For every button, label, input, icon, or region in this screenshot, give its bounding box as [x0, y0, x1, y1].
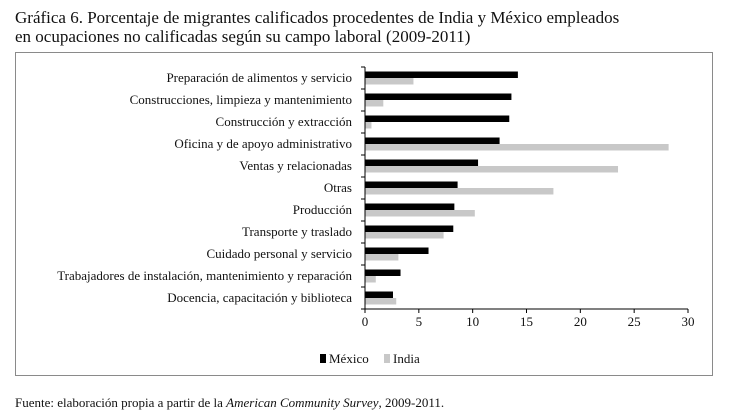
bar-mexico	[365, 270, 401, 277]
legend-swatch-india	[384, 354, 390, 363]
category-label: Preparación de alimentos y servicio	[166, 70, 352, 85]
category-label: Docencia, capacitación y biblioteca	[167, 290, 352, 305]
category-label: Construcciones, limpieza y mantenimiento	[129, 92, 352, 107]
category-label: Transporte y traslado	[241, 224, 352, 239]
chart-title-line-1: Gráfica 6. Porcentaje de migrantes calificados procedentes de India y México empleados	[15, 8, 620, 27]
bar-india	[365, 188, 553, 195]
bar-india	[365, 122, 371, 129]
bar-mexico	[365, 204, 454, 211]
bar-mexico	[365, 72, 518, 79]
bar-india	[365, 78, 413, 85]
category-label: Construcción y extracción	[215, 114, 352, 129]
bar-mexico	[365, 94, 511, 101]
category-label: Trabajadores de instalación, mantenimiento y reparación	[57, 268, 352, 283]
bar-mexico	[365, 226, 453, 233]
legend-swatch-mexico	[320, 354, 326, 363]
bar-india	[365, 166, 618, 173]
bar-india	[365, 232, 444, 239]
category-label: Producción	[292, 202, 352, 217]
category-label: Otras	[323, 180, 352, 195]
source-suffix: , 2009-2011.	[378, 395, 445, 410]
bar-india	[365, 254, 398, 261]
bar-mexico	[365, 182, 458, 189]
category-label: Cuidado personal y servicio	[206, 246, 352, 261]
x-tick-label: 0	[361, 314, 369, 329]
category-label: Ventas y relacionadas	[239, 158, 352, 173]
bar-mexico	[365, 116, 509, 123]
chart-title-line-2: en ocupaciones no calificadas según su campo laboral (2009-2011)	[15, 27, 471, 46]
legend-label-mexico: México	[329, 351, 369, 366]
bar-mexico	[365, 160, 478, 167]
bar-mexico	[365, 292, 393, 299]
x-tick-label: 30	[681, 314, 695, 329]
bar-india	[365, 276, 376, 283]
bar-mexico	[365, 248, 429, 255]
bar-india	[365, 100, 383, 107]
x-tick-label: 15	[520, 314, 533, 329]
x-tick-label: 5	[415, 314, 423, 329]
source-italic: American Community Survey	[226, 395, 379, 410]
x-tick-label: 10	[466, 314, 480, 329]
category-label: Oficina y de apoyo administrativo	[174, 136, 352, 151]
x-tick-label: 20	[573, 314, 587, 329]
legend-label-india: India	[393, 351, 420, 366]
bar-mexico	[365, 138, 500, 145]
x-tick-label: 25	[627, 314, 641, 329]
bar-india	[365, 144, 669, 151]
source-prefix: Fuente: elaboración propia a partir de la	[15, 395, 227, 410]
source-note	[15, 395, 444, 411]
bar-india	[365, 210, 475, 217]
bar-india	[365, 298, 396, 305]
